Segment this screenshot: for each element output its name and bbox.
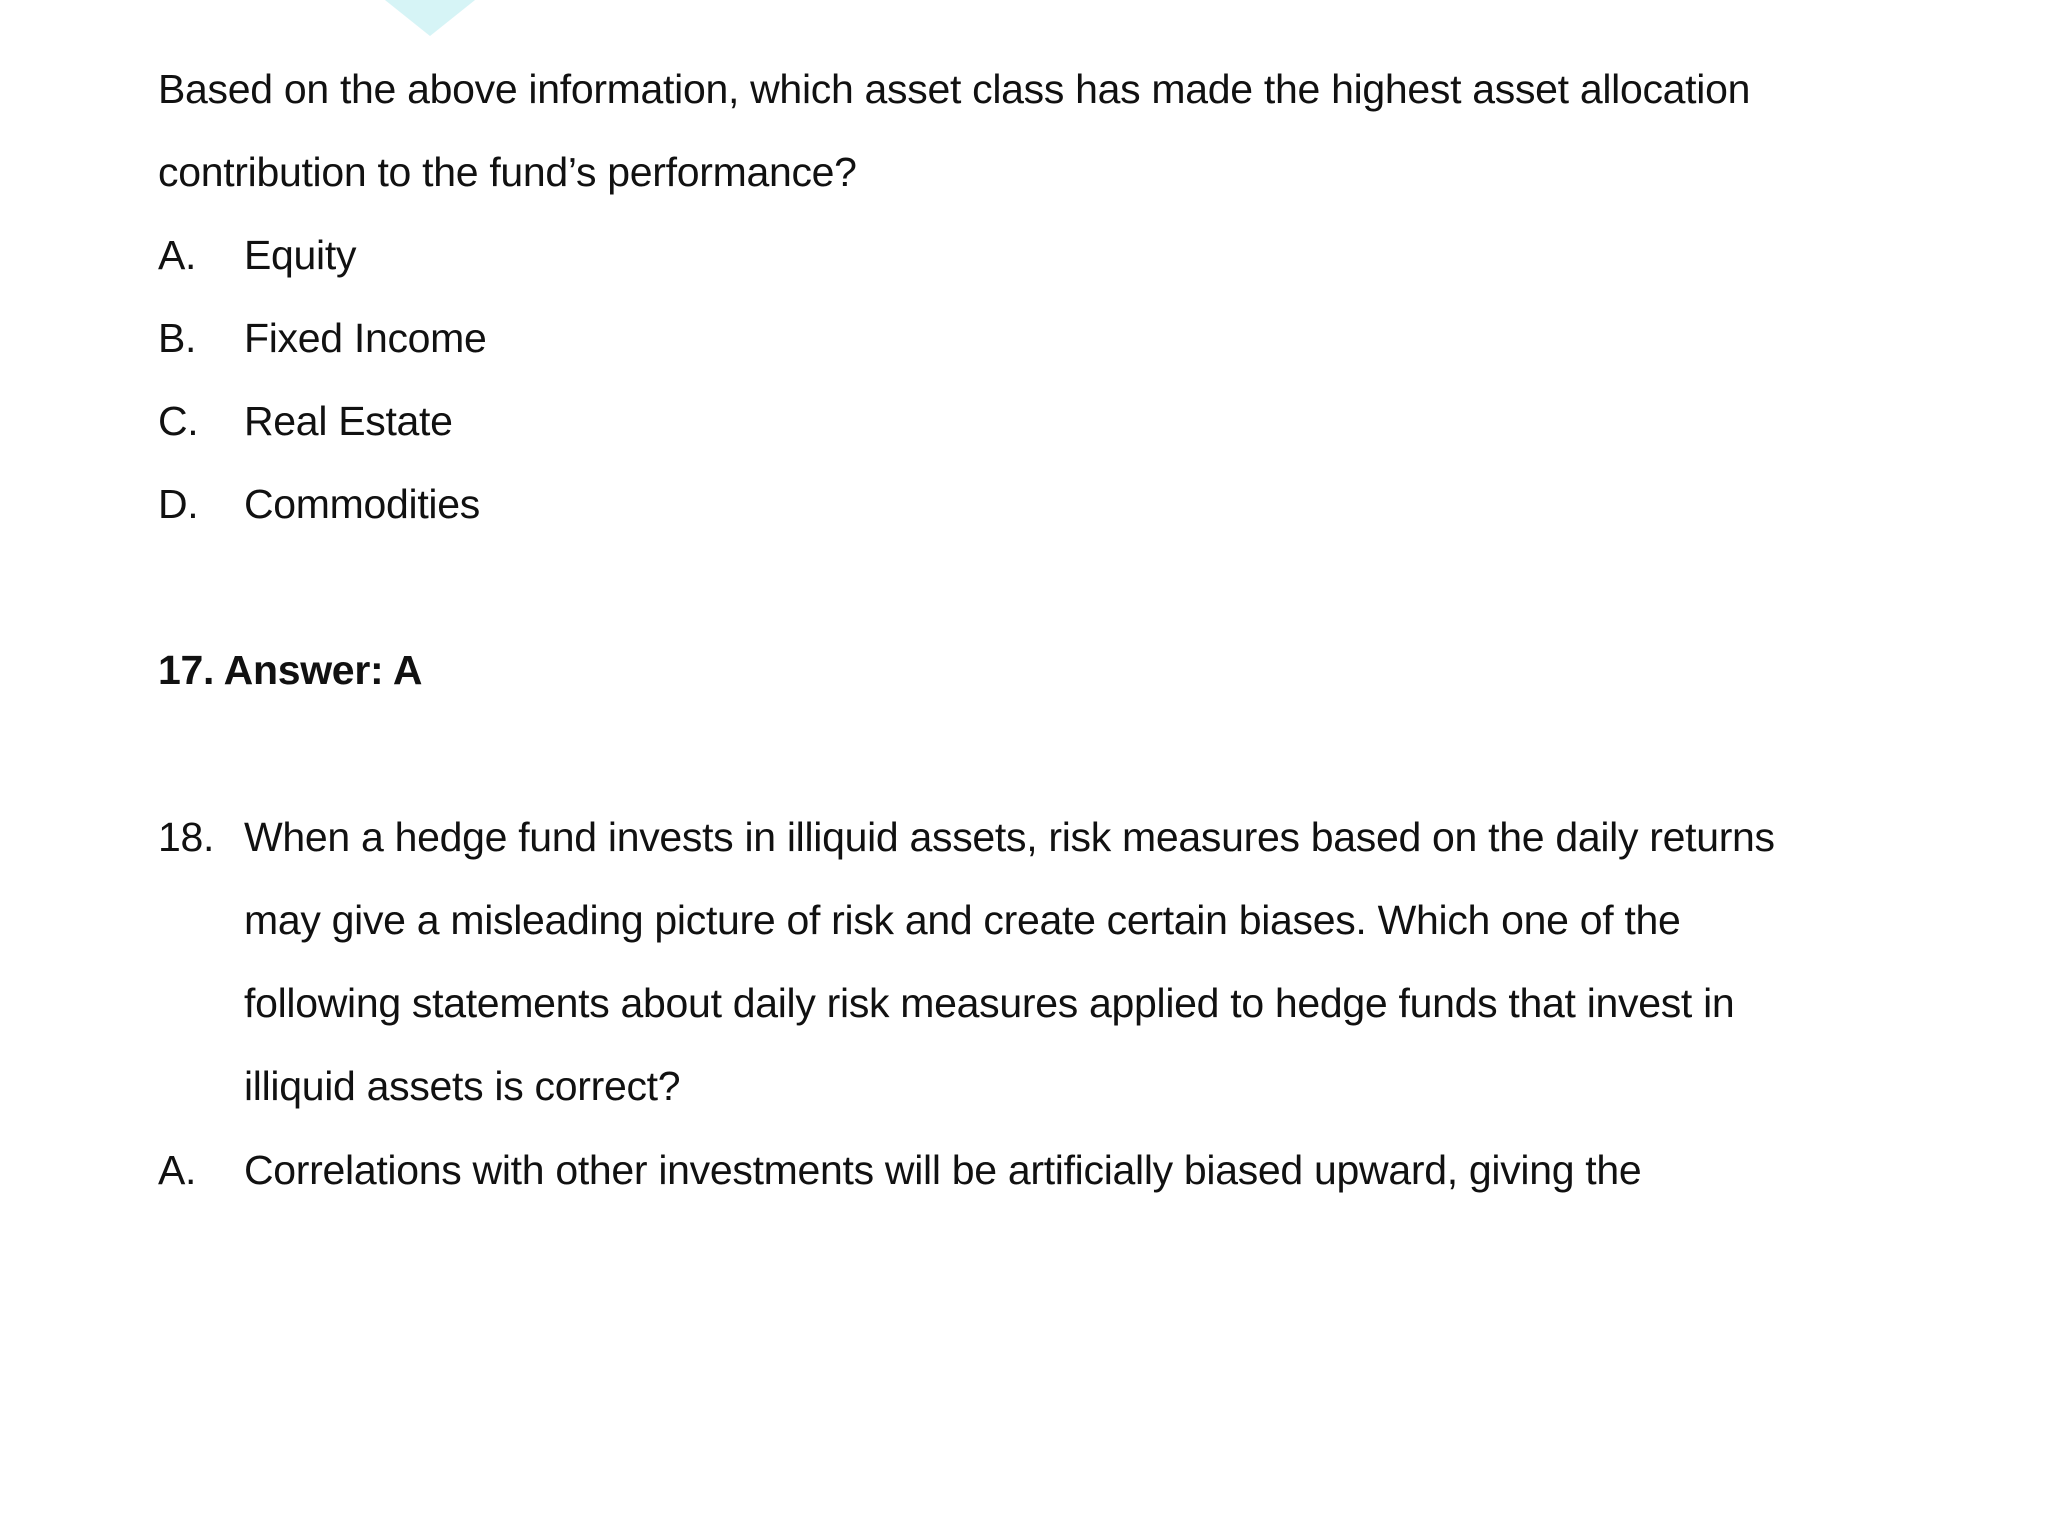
option-text: Commodities <box>244 481 480 527</box>
question-18-stem-line-2: may give a misleading picture of risk and create certain biases. Which one of the <box>244 897 1681 943</box>
question-18-stem-line-3: following statements about daily risk measures applied to hedge funds that invest in <box>244 980 1735 1026</box>
question-17-answer: 17. Answer: A <box>158 647 423 693</box>
question-18-stem-line-1: When a hedge fund invests in illiquid assets, risk measures based on the daily returns <box>244 814 1775 860</box>
option-text: Correlations with other investments will be artificially biased upward, giving the <box>244 1147 1642 1193</box>
option-text: Real Estate <box>244 398 453 444</box>
question-18-stem-line-4: illiquid assets is correct? <box>244 1063 681 1109</box>
option-text: Equity <box>244 232 357 278</box>
question-17-stem-line-1: Based on the above information, which asset class has made the highest asset allocation <box>158 66 1751 112</box>
option-letter: A. <box>158 1147 197 1193</box>
option-letter: C. <box>158 398 199 444</box>
option-text: Fixed Income <box>244 315 487 361</box>
watermark-logo-fragment <box>385 0 475 38</box>
option-letter: B. <box>158 315 197 361</box>
option-letter: D. <box>158 481 199 527</box>
question-18-number: 18. <box>158 814 215 860</box>
question-17-stem-line-2: contribution to the fund’s performance? <box>158 149 857 195</box>
option-letter: A. <box>158 232 197 278</box>
